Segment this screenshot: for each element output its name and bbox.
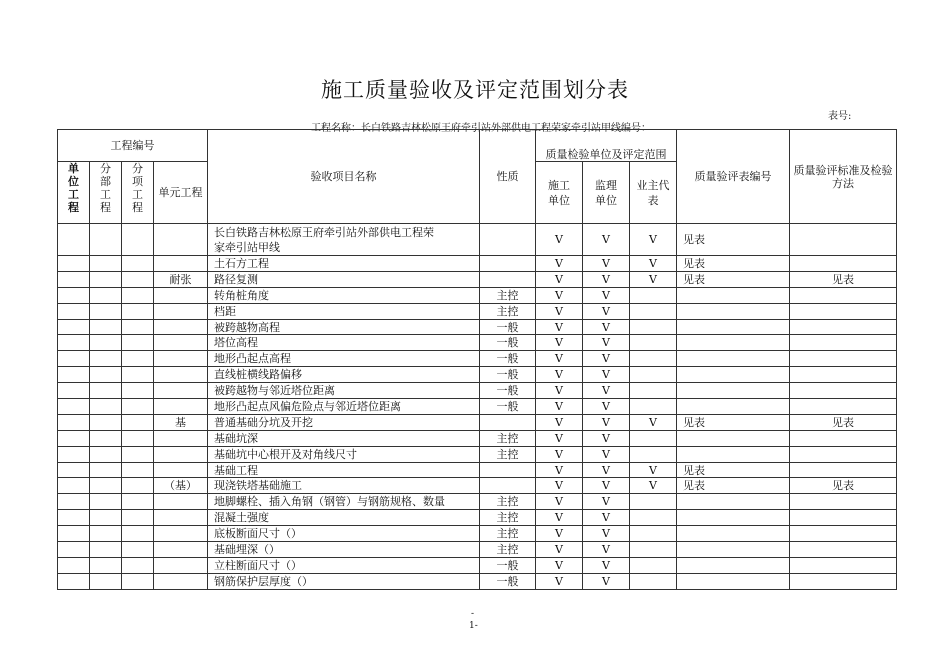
division-cell xyxy=(90,319,122,335)
unit-cell xyxy=(58,303,90,319)
table-row xyxy=(58,573,897,589)
project-code-header: 工程编号 xyxy=(58,130,208,162)
item-name-cell: 现浇铁塔基础施工 xyxy=(208,478,480,494)
division-cell xyxy=(90,383,122,399)
nature-cell xyxy=(480,478,536,494)
eval-table-no-cell xyxy=(677,573,790,589)
eval-table-no-cell xyxy=(677,335,790,351)
construction-check: V xyxy=(536,462,583,478)
table-row xyxy=(58,494,897,510)
unit-cell xyxy=(58,287,90,303)
form-number-label: 表号: xyxy=(828,111,852,122)
nature-cell: 一般 xyxy=(480,383,536,399)
nature-cell: 主控 xyxy=(480,430,536,446)
supervision-check: V xyxy=(583,478,630,494)
project-name-line: 工程名称：长白铁路吉林松原王府牵引站外部供电工程荣家牵引站甲线编号： xyxy=(311,123,651,134)
cell-project-cell xyxy=(154,287,208,303)
subitem-cell xyxy=(122,414,154,430)
standard-cell xyxy=(790,399,897,415)
item-name-cell: 长白铁路吉林松原王府牵引站外部供电工程荣家牵引站甲线 xyxy=(208,224,480,256)
table-row xyxy=(58,557,897,573)
eval-table-no-cell xyxy=(677,351,790,367)
nature-cell: 主控 xyxy=(480,542,536,558)
eval-table-no-cell: 见表 xyxy=(677,414,790,430)
standard-cell: 见表 xyxy=(790,414,897,430)
subitem-cell xyxy=(122,462,154,478)
table-row xyxy=(58,462,897,478)
item-name-cell: 塔位高程 xyxy=(208,335,480,351)
eval-table-no-header: 质量验评表编号 xyxy=(677,130,790,224)
owner-check: V xyxy=(630,224,677,256)
table-row xyxy=(58,319,897,335)
cell-project-cell xyxy=(154,224,208,256)
eval-table-no-cell xyxy=(677,430,790,446)
owner-check: V xyxy=(630,271,677,287)
cell-project-cell: 耐张 xyxy=(154,271,208,287)
standard-cell xyxy=(790,542,897,558)
item-name-cell: 基础工程 xyxy=(208,462,480,478)
table-row xyxy=(58,351,897,367)
table-row xyxy=(58,224,897,256)
cell-project-cell xyxy=(154,510,208,526)
nature-cell: 一般 xyxy=(480,335,536,351)
construction-check: V xyxy=(536,526,583,542)
standard-cell xyxy=(790,510,897,526)
owner-check xyxy=(630,510,677,526)
eval-table-no-cell xyxy=(677,399,790,415)
supervision-check: V xyxy=(583,271,630,287)
cell-project-cell xyxy=(154,335,208,351)
division-cell xyxy=(90,557,122,573)
construction-check: V xyxy=(536,256,583,272)
construction-check: V xyxy=(536,557,583,573)
construction-header: 施工单位 xyxy=(536,162,583,224)
item-name-cell: 被跨越物与邻近塔位距离 xyxy=(208,383,480,399)
nature-cell: 一般 xyxy=(480,367,536,383)
item-name-cell: 基础坑深 xyxy=(208,430,480,446)
standard-cell xyxy=(790,557,897,573)
owner-check: V xyxy=(630,478,677,494)
eval-table-no-cell xyxy=(677,557,790,573)
owner-header: 业主代表 xyxy=(630,162,677,224)
owner-check: V xyxy=(630,414,677,430)
subitem-cell xyxy=(122,526,154,542)
division-cell xyxy=(90,271,122,287)
unit-cell xyxy=(58,414,90,430)
eval-table-no-cell: 见表 xyxy=(677,256,790,272)
standard-cell xyxy=(790,494,897,510)
owner-check xyxy=(630,573,677,589)
eval-table-no-cell xyxy=(677,287,790,303)
supervision-check: V xyxy=(583,446,630,462)
table-row xyxy=(58,367,897,383)
subitem-cell xyxy=(122,542,154,558)
item-name-cell: 混凝土强度 xyxy=(208,510,480,526)
nature-cell xyxy=(480,256,536,272)
eval-table-no-cell: 见表 xyxy=(677,478,790,494)
table-row xyxy=(58,414,897,430)
supervision-check: V xyxy=(583,224,630,256)
division-cell xyxy=(90,430,122,446)
eval-table-no-cell: 见表 xyxy=(677,462,790,478)
standard-cell: 见表 xyxy=(790,271,897,287)
nature-cell: 主控 xyxy=(480,303,536,319)
unit-cell xyxy=(58,335,90,351)
eval-table-no-cell: 见表 xyxy=(677,271,790,287)
nature-cell: 一般 xyxy=(480,573,536,589)
page-title: 施工质量验收及评定范围划分表 xyxy=(321,78,629,102)
standard-cell: 见表 xyxy=(790,478,897,494)
eval-table-no-cell xyxy=(677,319,790,335)
owner-check xyxy=(630,526,677,542)
subitem-cell xyxy=(122,478,154,494)
cell-project-cell xyxy=(154,557,208,573)
subitem-cell xyxy=(122,573,154,589)
item-name-cell: 档距 xyxy=(208,303,480,319)
item-name-cell: 地形凸起点风偏危险点与邻近塔位距离 xyxy=(208,399,480,415)
construction-check: V xyxy=(536,303,583,319)
cell-project-cell xyxy=(154,542,208,558)
nature-cell: 主控 xyxy=(480,494,536,510)
supervision-check: V xyxy=(583,462,630,478)
cell-project-cell xyxy=(154,573,208,589)
owner-check xyxy=(630,303,677,319)
supervision-check: V xyxy=(583,510,630,526)
division-cell xyxy=(90,462,122,478)
unit-project-header: 单位工程 xyxy=(58,162,90,224)
division-cell xyxy=(90,494,122,510)
nature-cell xyxy=(480,271,536,287)
cell-project-cell xyxy=(154,399,208,415)
cell-project-cell xyxy=(154,367,208,383)
eval-table-no-cell xyxy=(677,526,790,542)
standard-cell xyxy=(790,303,897,319)
owner-check xyxy=(630,351,677,367)
subitem-cell xyxy=(122,287,154,303)
standard-cell xyxy=(790,526,897,542)
construction-check: V xyxy=(536,446,583,462)
eval-table-no-cell xyxy=(677,303,790,319)
standard-cell xyxy=(790,573,897,589)
nature-header: 性质 xyxy=(480,130,536,224)
unit-cell xyxy=(58,542,90,558)
unit-cell xyxy=(58,573,90,589)
standard-cell xyxy=(790,462,897,478)
division-cell xyxy=(90,335,122,351)
table-row xyxy=(58,478,897,494)
nature-cell: 主控 xyxy=(480,510,536,526)
construction-check: V xyxy=(536,335,583,351)
subitem-cell xyxy=(122,303,154,319)
nature-cell: 主控 xyxy=(480,526,536,542)
owner-check: V xyxy=(630,256,677,272)
standard-cell xyxy=(790,319,897,335)
supervision-check: V xyxy=(583,287,630,303)
division-cell xyxy=(90,478,122,494)
construction-check: V xyxy=(536,383,583,399)
table-row xyxy=(58,303,897,319)
item-name-cell: 被跨越物高程 xyxy=(208,319,480,335)
unit-cell xyxy=(58,256,90,272)
division-cell xyxy=(90,542,122,558)
eval-table-no-cell xyxy=(677,510,790,526)
unit-cell xyxy=(58,351,90,367)
unit-cell xyxy=(58,319,90,335)
supervision-check: V xyxy=(583,367,630,383)
cell-project-cell xyxy=(154,494,208,510)
table-row xyxy=(58,383,897,399)
table-row xyxy=(58,526,897,542)
cell-project-header: 单元工程 xyxy=(154,162,208,224)
subitem-cell xyxy=(122,351,154,367)
nature-cell: 主控 xyxy=(480,446,536,462)
nature-cell xyxy=(480,224,536,256)
item-name-cell: 基础坑中心根开及对角线尺寸 xyxy=(208,446,480,462)
supervision-check: V xyxy=(583,351,630,367)
item-name-cell: 直线桩横线路偏移 xyxy=(208,367,480,383)
eval-table-no-cell xyxy=(677,446,790,462)
construction-check: V xyxy=(536,367,583,383)
table-row xyxy=(58,271,897,287)
supervision-check: V xyxy=(583,383,630,399)
owner-check xyxy=(630,319,677,335)
subitem-cell xyxy=(122,335,154,351)
nature-cell xyxy=(480,462,536,478)
unit-cell xyxy=(58,557,90,573)
construction-check: V xyxy=(536,351,583,367)
construction-check: V xyxy=(536,224,583,256)
supervision-check: V xyxy=(583,256,630,272)
nature-cell: 一般 xyxy=(480,557,536,573)
subitem-header: 分项工程 xyxy=(122,162,154,224)
eval-table-no-cell xyxy=(677,383,790,399)
unit-cell xyxy=(58,399,90,415)
unit-cell xyxy=(58,462,90,478)
supervision-check: V xyxy=(583,399,630,415)
construction-check: V xyxy=(536,510,583,526)
construction-check: V xyxy=(536,573,583,589)
subitem-cell xyxy=(122,367,154,383)
subitem-cell xyxy=(122,271,154,287)
subitem-cell xyxy=(122,319,154,335)
nature-cell: 一般 xyxy=(480,399,536,415)
construction-check: V xyxy=(536,542,583,558)
division-cell xyxy=(90,256,122,272)
standard-cell xyxy=(790,430,897,446)
construction-check: V xyxy=(536,430,583,446)
construction-check: V xyxy=(536,494,583,510)
cell-project-cell xyxy=(154,303,208,319)
division-cell xyxy=(90,351,122,367)
subitem-cell xyxy=(122,256,154,272)
owner-check xyxy=(630,542,677,558)
item-name-cell: 地形凸起点高程 xyxy=(208,351,480,367)
construction-check: V xyxy=(536,478,583,494)
nature-cell: 主控 xyxy=(480,287,536,303)
cell-project-cell: （基） xyxy=(154,478,208,494)
cell-project-cell: 基 xyxy=(154,414,208,430)
supervision-check: V xyxy=(583,303,630,319)
supervision-check: V xyxy=(583,542,630,558)
table-row xyxy=(58,510,897,526)
supervision-check: V xyxy=(583,430,630,446)
supervision-check: V xyxy=(583,335,630,351)
subitem-cell xyxy=(122,446,154,462)
subitem-cell xyxy=(122,399,154,415)
subitem-cell xyxy=(122,430,154,446)
eval-table-no-cell xyxy=(677,542,790,558)
standard-cell xyxy=(790,351,897,367)
division-cell xyxy=(90,224,122,256)
owner-check: V xyxy=(630,462,677,478)
table-row xyxy=(58,287,897,303)
owner-check xyxy=(630,494,677,510)
owner-check xyxy=(630,446,677,462)
cell-project-cell xyxy=(154,319,208,335)
item-name-cell: 路径复测 xyxy=(208,271,480,287)
unit-cell xyxy=(58,383,90,399)
table-row xyxy=(58,335,897,351)
owner-check xyxy=(630,383,677,399)
standard-cell xyxy=(790,256,897,272)
item-name-cell: 土石方工程 xyxy=(208,256,480,272)
nature-cell: 一般 xyxy=(480,319,536,335)
cell-project-cell xyxy=(154,526,208,542)
cell-project-cell xyxy=(154,256,208,272)
owner-check xyxy=(630,367,677,383)
division-header: 分部工程 xyxy=(90,162,122,224)
owner-check xyxy=(630,557,677,573)
unit-cell xyxy=(58,271,90,287)
nature-cell xyxy=(480,414,536,430)
item-name-cell: 转角桩角度 xyxy=(208,287,480,303)
standard-cell xyxy=(790,383,897,399)
subitem-cell xyxy=(122,383,154,399)
standard-cell xyxy=(790,446,897,462)
acceptance-scope-table xyxy=(57,129,897,590)
subitem-cell xyxy=(122,557,154,573)
item-name-cell: 底板断面尺寸（） xyxy=(208,526,480,542)
division-cell xyxy=(90,399,122,415)
construction-check: V xyxy=(536,399,583,415)
construction-check: V xyxy=(536,414,583,430)
owner-check xyxy=(630,399,677,415)
unit-cell xyxy=(58,430,90,446)
table-row xyxy=(58,542,897,558)
supervision-check: V xyxy=(583,573,630,589)
supervision-check: V xyxy=(583,557,630,573)
table-row xyxy=(58,430,897,446)
construction-check: V xyxy=(536,271,583,287)
division-cell xyxy=(90,367,122,383)
supervision-check: V xyxy=(583,319,630,335)
supervision-check: V xyxy=(583,526,630,542)
eval-table-no-cell: 见表 xyxy=(677,224,790,256)
item-name-cell: 基础埋深（） xyxy=(208,542,480,558)
unit-cell xyxy=(58,478,90,494)
cell-project-cell xyxy=(154,430,208,446)
standard-cell xyxy=(790,367,897,383)
eval-table-no-cell xyxy=(677,494,790,510)
division-cell xyxy=(90,303,122,319)
unit-cell xyxy=(58,446,90,462)
cell-project-cell xyxy=(154,446,208,462)
table-row xyxy=(58,446,897,462)
table-row xyxy=(58,399,897,415)
standard-cell xyxy=(790,335,897,351)
unit-cell xyxy=(58,224,90,256)
construction-check: V xyxy=(536,287,583,303)
subitem-cell xyxy=(122,494,154,510)
supervision-check: V xyxy=(583,494,630,510)
inspection-scope-header: 质量检验单位及评定范围 xyxy=(536,130,677,162)
unit-cell xyxy=(58,526,90,542)
cell-project-cell xyxy=(154,351,208,367)
owner-check xyxy=(630,430,677,446)
item-name-cell: 立柱断面尺寸（） xyxy=(208,557,480,573)
supervision-check: V xyxy=(583,414,630,430)
standard-cell xyxy=(790,224,897,256)
item-name-cell: 钢筋保护层厚度（） xyxy=(208,573,480,589)
subitem-cell xyxy=(122,224,154,256)
division-cell xyxy=(90,414,122,430)
owner-check xyxy=(630,335,677,351)
subitem-cell xyxy=(122,510,154,526)
page-footer-dash: - xyxy=(471,609,475,619)
item-name-header: 验收项目名称 xyxy=(208,130,480,224)
cell-project-cell xyxy=(154,383,208,399)
nature-cell: 一般 xyxy=(480,351,536,367)
division-cell xyxy=(90,287,122,303)
page-number: 1- xyxy=(469,621,478,631)
item-name-cell: 普通基础分坑及开挖 xyxy=(208,414,480,430)
division-cell xyxy=(90,446,122,462)
item-name-cell: 地脚螺栓、插入角钢（钢管）与钢筋规格、数量 xyxy=(208,494,480,510)
supervision-header: 监理单位 xyxy=(583,162,630,224)
standard-cell xyxy=(790,287,897,303)
table-row xyxy=(58,256,897,272)
division-cell xyxy=(90,510,122,526)
cell-project-cell xyxy=(154,462,208,478)
unit-cell xyxy=(58,367,90,383)
construction-check: V xyxy=(536,319,583,335)
division-cell xyxy=(90,573,122,589)
owner-check xyxy=(630,287,677,303)
table-body xyxy=(58,224,897,590)
eval-table-no-cell xyxy=(677,367,790,383)
unit-cell xyxy=(58,510,90,526)
unit-cell xyxy=(58,494,90,510)
standard-method-header: 质量验评标准及检验方法 xyxy=(790,130,897,224)
division-cell xyxy=(90,526,122,542)
